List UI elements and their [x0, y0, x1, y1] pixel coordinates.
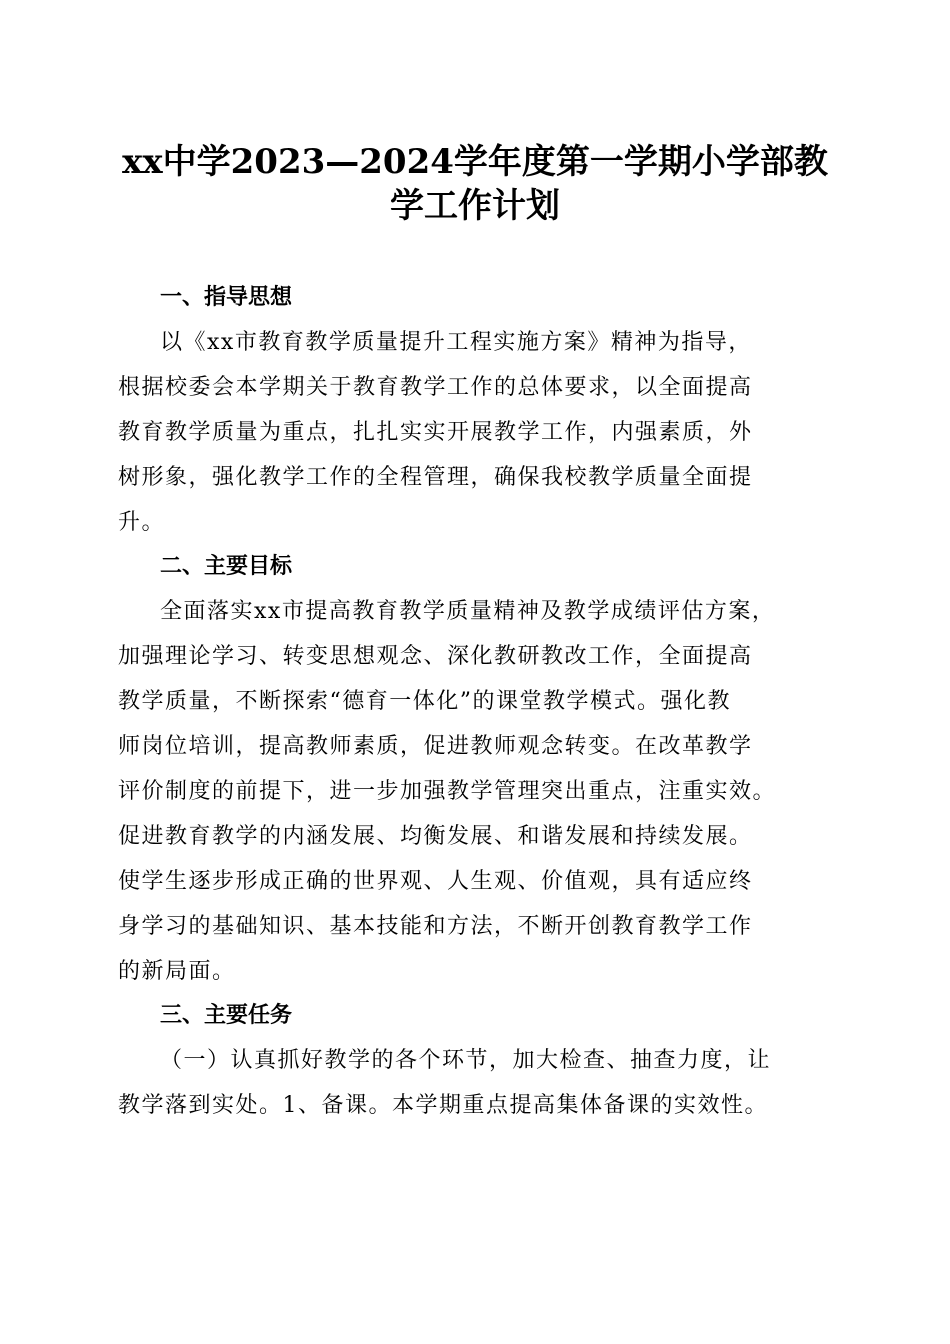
- paragraph-line: 评价制度的前提下，进一步加强教学管理突出重点，注重实效。: [118, 779, 777, 804]
- document-title: [100, 140, 850, 228]
- paragraph-line: 促进教育教学的内涵发展、均衡发展、和谐发展和持续发展。: [118, 824, 753, 849]
- paragraph-line: 以《xx市教育教学质量提升工程实施方案》精神为指导，: [160, 330, 752, 355]
- section-heading-main-tasks: 三、主要任务: [160, 1003, 293, 1028]
- paragraph-line: 的新局面。: [118, 959, 236, 984]
- title-line-1: xx中学2023—2024学年度第一学期小学部教: [122, 142, 828, 182]
- paragraph-line: 身学习的基础知识、基本技能和方法，不断开创教育教学工作: [118, 914, 753, 939]
- paragraph-line: 使学生逐步形成正确的世界观、人生观、价值观，具有适应终: [118, 869, 753, 894]
- paragraph-line: 加强理论学习、转变思想观念、深化教研教改工作，全面提高: [118, 644, 753, 669]
- section-heading-guiding-ideology: 一、指导思想: [160, 285, 293, 310]
- paragraph-line: 全面落实xx市提高教育教学质量精神及教学成绩评估方案，: [160, 599, 776, 624]
- paragraph-line: 教育教学质量为重点，扎扎实实开展教学工作，内强素质，外: [118, 420, 753, 445]
- title-line-2: 学工作计划: [390, 186, 560, 226]
- paragraph-line: （一）认真抓好教学的各个环节，加大检查、抽查力度，让: [160, 1048, 772, 1073]
- document-body: [118, 276, 838, 1128]
- section-heading-main-goals: 二、主要目标: [160, 554, 293, 579]
- paragraph-line: 树形象，强化教学工作的全程管理，确保我校教学质量全面提: [118, 465, 753, 490]
- paragraph-line: 师岗位培训，提高教师素质，促进教师观念转变。在改革教学: [118, 734, 753, 759]
- paragraph-line: 根据校委会本学期关于教育教学工作的总体要求，以全面提高: [118, 375, 753, 400]
- paragraph-line: 教学落到实处。1、备课。本学期重点提高集体备课的实效性。: [118, 1093, 768, 1118]
- paragraph-line: 教学质量，不断探索“德育一体化”的课堂教学模式。强化教: [118, 689, 731, 714]
- paragraph-line: 升。: [118, 510, 166, 535]
